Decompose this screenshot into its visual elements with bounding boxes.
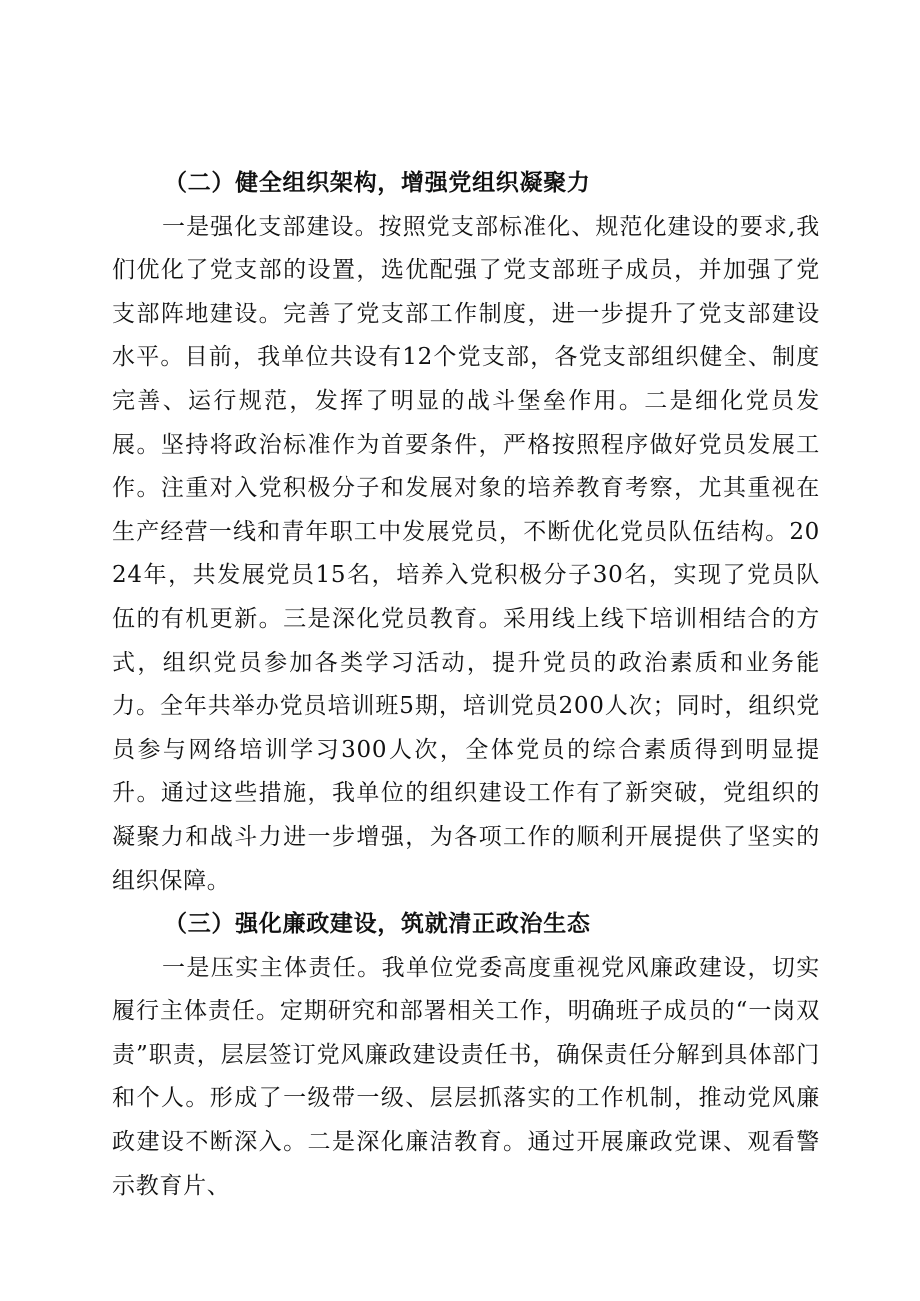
section-paragraph-3: 一是压实主体责任。我单位党委高度重视党风廉政建设，切实履行主体责任。定期研究和部署相关工作，明确班子成员的“一岗双责”职责，层层签订党风廉政建设责任书，确保责任分解到具体部门和个人。形成了一级带一级、层层抓落实的工作机制，推动党风廉政建设不断深入。二是深化廉洁教育。通过开展廉政党课、观看警示教育片、 [112, 954, 820, 1199]
document-body [112, 162, 820, 1208]
section-heading-2: （二）健全组织架构，增强党组织凝聚力 [164, 170, 591, 196]
section-paragraph-2: 一是强化支部建设。按照党支部标准化、规范化建设的要求,我们优化了党支部的设置，选优配强了党支部班子成员，并加强了党支部阵地建设。完善了党支部工作制度，进一步提升了党支部建设水平。目前，我单位共设有12个党支部，各党支部组织健全、制度完善、运行规范，发挥了明显的战斗堡垒作用。二是细化党员发展。坚持将政治标准作为首要条件，严格按照程序做好党员发展工作。注重对入党积极分子和发展对象的培养教育考察，尤其重视在生产经营一线和青年职工中发展党员，不断优化党员队伍结构。2024年，共发展党员15名，培养入党积极分子30名，实现了党员队伍的有机更新。三是深化党员教育。采用线上线下培训相结合的方式，组织党员参加各类学习活动，提升党员的政治素质和业务能力。全年共举办党员培训班5期，培训党员200人次；同时，组织党员参与网络培训学习300人次，全体党员的综合素质得到明显提升。通过这些措施，我单位的组织建设工作有了新突破，党组织的凝聚力和战斗力进一步增强，为各项工作的顺利开展提供了坚实的组织保障。 [112, 213, 820, 894]
section-heading-3: （三）强化廉政建设，筑就清正政治生态 [164, 911, 591, 938]
